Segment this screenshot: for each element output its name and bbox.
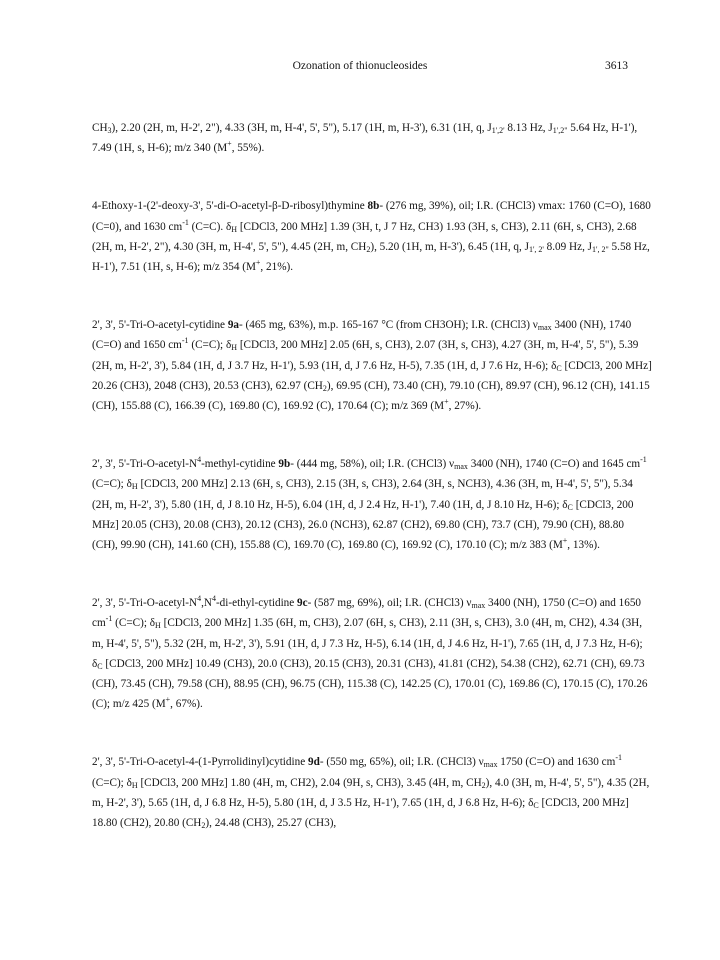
text-run: [CDCl3, 200 MHz] 2.13 (6H, s, CH3), 2.15 (3H, s, CH3), 2.64 (3H, s, NCH3), 4.36 (3H, m, H-4', 5', 5"), 5.34 (2H, m, H-2', 3'), 5.80 (1H, d, J 8.10 Hz, H-5), 6.04 (1H, d, J 2.4 Hz, H-1'), 7.40 (1H, d, J 8.10 Hz, H-6); δ [92, 478, 633, 511]
text-run: , 21%). [260, 261, 294, 274]
text-run: (C=C); δ [188, 339, 232, 352]
text-run: 8.13 Hz, J [504, 122, 553, 134]
superscript: + [255, 258, 261, 268]
superscript: -1 [615, 753, 622, 763]
subscript: 2 [201, 821, 206, 831]
subscript: 1',2' [491, 126, 505, 135]
body-text [92, 118, 652, 833]
text-run: 2', 3', 5'-Tri-O-acetyl-cytidine [92, 319, 228, 332]
subscript: C [533, 800, 539, 810]
paragraph-9c [92, 593, 652, 714]
text-run: ), 5.20 (1H, m, H-3'), 6.45 (1H, q, J [370, 240, 529, 253]
subscript: H [231, 224, 238, 234]
subscript: 3 [107, 126, 112, 135]
text-run: - (587 mg, 69%), oil; I.R. (CHCl3) ν [307, 597, 472, 610]
subscript: 2 [322, 383, 327, 393]
text-run: 2', 3', 5'-Tri-O-acetyl-4-(1-Pyrrolidinyl)cytidine [92, 756, 308, 769]
subscript: 1', 2" [592, 244, 609, 254]
paragraph-9a [92, 315, 652, 416]
text-run: 4-Ethoxy-1-(2'-deoxy-3', 5'-di-O-acetyl-β-D-ribosyl)thymine [92, 200, 368, 213]
paragraph-9d [92, 752, 652, 833]
subscript: max [537, 323, 552, 333]
text-run: , 67%). [170, 698, 203, 711]
text-run: (C=C); δ [92, 776, 132, 789]
subscript: 2 [481, 780, 486, 790]
text-run: [CDCl3, 200 MHz] 10.49 (CH3), 20.0 (CH3), 20.15 (CH3), 20.31 (CH3), 41.81 (CH2), 54.38 (CH2), 62.71 (CH), 69.73 (CH), 73.45 (CH), 79.58 (CH), 88.95 (CH), 96.75 (CH), 115.38 (C), 142.25 (C), 170.01 (C), 169.86 (C), 170.15 (C), 170.26 (C); m/z 425 (M [92, 657, 648, 711]
text-run: , 55%). [231, 142, 265, 155]
compound-label: 9b [278, 458, 291, 471]
text-run: , 27%). [448, 400, 482, 413]
text-run: 8.09 Hz, J [543, 240, 593, 253]
superscript: 4 [197, 594, 202, 604]
compound-label: 8b [367, 200, 380, 213]
text-run: 3400 (NH), 1740 (C=O) and 1650 cm [92, 319, 632, 352]
subscript: 2 [366, 244, 371, 254]
subscript: max [483, 760, 498, 770]
text-run: - (276 mg, 39%), oil; I.R. (CHCl3) νmax: 1760 (C=O), 1680 (C=0), and 1630 cm [92, 200, 651, 233]
text-run: 3400 (NH), 1750 (C=O) and 1650 cm [92, 597, 642, 630]
text-run: -methyl-cytidine [201, 458, 279, 471]
text-run: [CDCl3, 200 MHz] 1.80 (4H, m, CH2), 2.04 (9H, s, CH3), 3.45 (4H, m, CH [137, 776, 482, 789]
text-run: , 13%). [567, 539, 600, 552]
subscript: 1',2" [552, 126, 568, 135]
compound-label: 9c [297, 597, 308, 610]
text-run: ), 2.20 (2H, m, H-2', 2"), 4.33 (3H, m, H-4', 5', 5"), 5.17 (1H, m, H-3'), 6.31 (1H, q, J [111, 122, 492, 134]
subscript: H [131, 482, 138, 492]
page-header [0, 60, 720, 76]
compound-label: 9a [227, 319, 239, 332]
paragraph-8a-continuation [92, 118, 652, 158]
text-run: 3400 (NH), 1740 (C=O) and 1645 cm [467, 458, 641, 471]
text-run: ), 4.0 (3H, m, H-4', 5', 5"), 4.35 (2H, m, H-2', 3'), 5.65 (1H, d, J 6.8 Hz, H-5), 5.80 (1H, d, J 3.5 Hz, H-1'), 7.65 (1H, d, J 6.8 Hz, H-6); δ [92, 776, 650, 809]
superscript: -1 [105, 614, 113, 624]
text-run: 2', 3', 5'-Tri-O-acetyl-N [92, 597, 198, 610]
superscript: + [562, 536, 568, 546]
subscript: 1', 2' [528, 244, 544, 254]
text-run: - (550 mg, 65%), oil; I.R. (CHCl3) ν [319, 756, 484, 769]
superscript: + [444, 397, 449, 407]
text-run: [CDCl3, 200 MHz] 2.05 (6H, s, CH3), 2.07 (3H, s, CH3), 4.27 (3H, m, H-4', 5', 5"), 5.39 (2H, m, H-2', 3'), 5.84 (1H, d, J 3.7 Hz, H-1'), 5.93 (1H, d, J 7.6 Hz, H-5), 7.35 (1H, d, J 7.6 Hz, H-6); δ [92, 339, 639, 372]
text-run: ), 69.95 (CH), 73.40 (CH), 79.10 (CH), 89.97 (CH), 96.12 (CH), 141.15 (CH), 155.88 (C), 166.39 (C), 169.80 (C), 169.92 (C), 170.64 (C); m/z 369 (M [92, 379, 650, 413]
text-run: [CDCl3, 200 MHz] 20.26 (CH3), 2048 (CH3), 20.53 (CH3), 62.97 (CH [92, 359, 652, 392]
text-run: - (465 mg, 63%), m.p. 165-167 °C (from CH3OH); I.R. (CHCl3) ν [239, 319, 538, 332]
subscript: H [155, 621, 161, 631]
text-run: -di-ethyl-cytidine [215, 597, 298, 610]
superscript: 4 [197, 455, 202, 465]
superscript: -1 [640, 455, 647, 465]
page-number: 3613 [605, 60, 628, 72]
text-run: 1750 (C=O) and 1630 cm [497, 756, 616, 769]
text-run: CH [92, 122, 108, 134]
text-run: ,N [201, 597, 212, 610]
paragraph-9b [92, 454, 652, 555]
subscript: max [471, 601, 486, 611]
compound-label: 9d [307, 756, 320, 769]
superscript: + [165, 695, 171, 705]
subscript: H [131, 780, 138, 790]
text-run: 2', 3', 5'-Tri-O-acetyl-N [92, 458, 198, 471]
text-run: - (444 mg, 58%), oil; I.R. (CHCl3) ν [290, 458, 455, 471]
subscript: max [454, 462, 468, 472]
subscript: C [556, 363, 562, 373]
subscript: C [567, 502, 573, 512]
text-run: [CDCl3, 200 MHz] 1.35 (6H, m, CH3), 2.07 (6H, s, CH3), 2.11 (3H, s, CH3), 3.0 (4H, m, CH2), 4.34 (3H, m, H-4', 5', 5"), 5.32 (2H, m, H-2', 3'), 5.91 (1H, d, J 7.3 Hz, H-5), 6.14 (1H, d, J 4.6 Hz, H-1'), 7.65 (1H, d, J 7.3 Hz, H-6); δ [92, 617, 643, 670]
text-run: 5.64 Hz, H-1'), 7.49 (1H, s, H-6); m/z 340 (M [92, 122, 638, 155]
text-run: (C=C); δ [112, 617, 156, 630]
text-run: [CDCl3, 200 MHz] 18.80 (CH2), 20.80 (CH [92, 796, 629, 830]
superscript: 4 [211, 594, 216, 604]
superscript: -1 [182, 217, 189, 227]
subscript: C [97, 661, 103, 671]
paragraph-8b [92, 196, 652, 277]
text-run: [CDCl3, 200 MHz] 1.39 (3H, t, J 7 Hz, CH3) 1.93 (3H, s, CH3), 2.11 (6H, s, CH3), 2.68 (2H, m, H-2', 2"), 4.30 (3H, m, H-4', 5', 5"), 4.45 (2H, m, CH [92, 220, 637, 253]
text-run: ), 24.48 (CH3), 25.27 (CH3), [205, 817, 337, 830]
subscript: H [231, 343, 238, 353]
superscript: + [227, 139, 232, 149]
text-run: (C=C); δ [92, 478, 132, 491]
text-run: 5.58 Hz, H-1'), 7.51 (1H, s, H-6); m/z 354 (M [92, 240, 650, 274]
running-title: Ozonation of thionucleosides [292, 60, 428, 72]
text-run: [CDCl3, 200 MHz] 20.05 (CH3), 20.08 (CH3), 20.12 (CH3), 26.0 (NCH3), 62.87 (CH2), 69.80 (CH), 73.7 (CH), 79.90 (CH), 88.80 (CH), 99.90 (CH), 141.60 (CH), 155.88 (C), 169.70 (C), 169.80 (C), 169.92 (C), 170.10 (C); m/z 383 (M [92, 498, 634, 552]
text-run: (C=C). δ [188, 220, 232, 233]
superscript: -1 [181, 336, 189, 346]
